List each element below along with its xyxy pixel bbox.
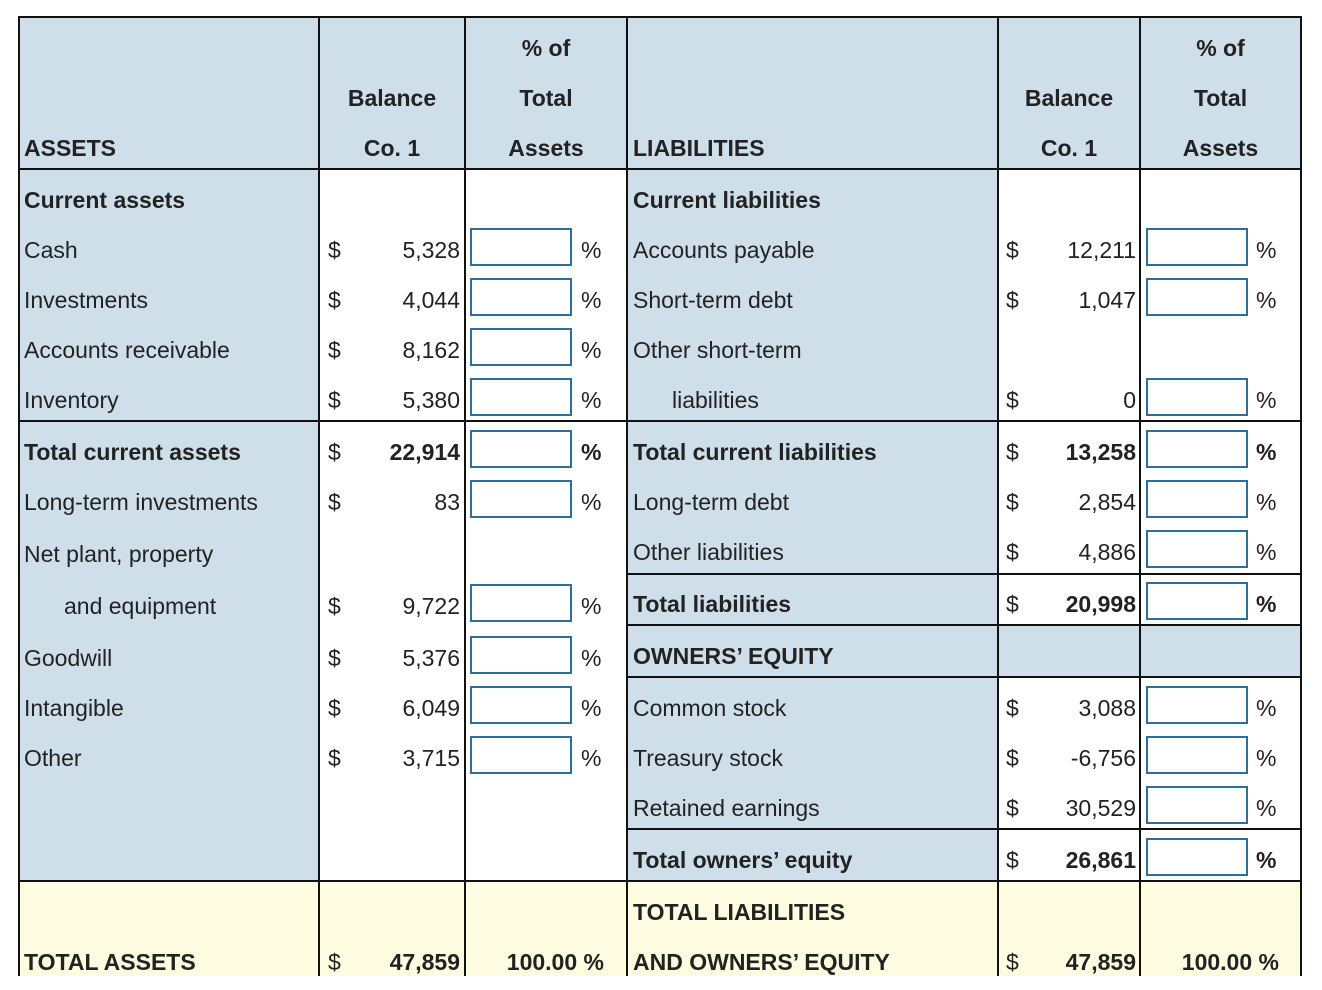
lt-debt-label: Long-term debt [633,489,789,515]
inventory-label: Inventory [24,387,119,413]
total-liabilities-label: Total liabilities [633,591,792,617]
goodwill-dollar-sign: $ [328,645,341,671]
net-plant-dollar-sign: $ [328,593,341,619]
total-current-assets-dollar-sign: $ [328,439,341,465]
inventory-pct-input[interactable] [470,378,572,416]
total-assets-pct: 100.00 % [506,949,604,975]
other-assets-pct-sign: % [581,745,602,771]
grand-total-pct: 100.00 % [1181,949,1279,975]
cash-pct-sign: % [581,237,602,263]
payable-label: Accounts payable [633,237,815,263]
total-equity-label: Total owners’ equity [633,847,853,873]
other-liabilities-dollar-sign: $ [1006,539,1019,565]
cash-label: Cash [24,237,78,263]
investments-pct-sign: % [581,287,602,313]
total-equity-value: 26,861 [1065,847,1136,873]
total-liabilities-value: 20,998 [1065,591,1136,617]
pct-heading-line2-right: Total [1193,85,1248,111]
retained-earnings-dollar-sign: $ [1006,795,1019,821]
assets-heading: ASSETS [24,135,117,161]
common-stock-pct-input[interactable] [1146,686,1248,724]
total-liabilities-dollar-sign: $ [1006,591,1019,617]
lt-investments-pct-sign: % [581,489,602,515]
other-st-label-line1: Other short-term [633,337,802,363]
liabilities-heading: LIABILITIES [633,135,765,161]
pct-heading-line3-right: Assets [1182,135,1259,161]
treasury-stock-label: Treasury stock [633,745,783,771]
other-st-pct-sign: % [1256,387,1277,413]
net-plant-value: 9,722 [402,593,460,619]
other-liabilities-value: 4,886 [1078,539,1136,565]
net-plant-pct-sign: % [581,593,602,619]
receivable-value: 8,162 [402,337,460,363]
lt-debt-pct-input[interactable] [1146,480,1248,518]
grand-total-label-line1: TOTAL LIABILITIES [633,899,846,925]
lt-debt-pct-sign: % [1256,489,1277,515]
intangible-pct-input[interactable] [470,686,572,724]
total-assets-label: TOTAL ASSETS [24,949,196,975]
goodwill-pct-sign: % [581,645,602,671]
total-current-assets-label: Total current assets [24,439,241,465]
intangible-value: 6,049 [402,695,460,721]
other-st-pct-input[interactable] [1146,378,1248,416]
retained-earnings-pct-sign: % [1256,795,1277,821]
payable-pct-sign: % [1256,237,1277,263]
treasury-stock-dollar-sign: $ [1006,745,1019,771]
investments-dollar-sign: $ [328,287,341,313]
intangible-label: Intangible [24,695,124,721]
common-stock-label: Common stock [633,695,787,721]
total-current-liabilities-value: 13,258 [1065,439,1136,465]
balance-heading-line1-right: Balance [1024,85,1114,111]
total-current-assets-pct-input[interactable] [470,430,572,468]
pct-heading-line1: % of [521,35,571,61]
inventory-pct-sign: % [581,387,602,413]
st-debt-pct-sign: % [1256,287,1277,313]
common-stock-dollar-sign: $ [1006,695,1019,721]
grand-total-value: 47,859 [1065,949,1136,975]
total-current-liabilities-label: Total current liabilities [633,439,877,465]
lt-debt-dollar-sign: $ [1006,489,1019,515]
balance-heading-line2-right: Co. 1 [1040,135,1098,161]
balance-heading-line1: Balance [347,85,437,111]
treasury-stock-value: -6,756 [1070,745,1136,771]
inventory-dollar-sign: $ [328,387,341,413]
grand-total-dollar-sign: $ [1006,949,1019,975]
retained-earnings-label: Retained earnings [633,795,820,821]
balance-heading-line2: Co. 1 [363,135,421,161]
goodwill-label: Goodwill [24,645,113,671]
inventory-value: 5,380 [402,387,460,413]
payable-pct-input[interactable] [1146,228,1248,266]
receivable-label: Accounts receivable [24,337,230,363]
total-equity-dollar-sign: $ [1006,847,1019,873]
intangible-dollar-sign: $ [328,695,341,721]
rule-top [20,16,1302,18]
pct-heading-line2: Total [519,85,573,111]
payable-value: 12,211 [1067,237,1136,263]
investments-label: Investments [24,287,148,313]
treasury-stock-pct-input[interactable] [1146,736,1248,774]
receivable-pct-sign: % [581,337,602,363]
payable-dollar-sign: $ [1006,237,1019,263]
other-assets-label: Other [24,745,82,771]
other-st-label-line2: liabilities [672,387,759,413]
total-current-liabilities-dollar-sign: $ [1006,439,1019,465]
lt-investments-label: Long-term investments [24,489,258,515]
intangible-pct-sign: % [581,695,602,721]
cash-pct-input[interactable] [470,228,572,266]
other-st-dollar-sign: $ [1006,387,1019,413]
retained-earnings-value: 30,529 [1065,795,1136,821]
retained-earnings-pct-input[interactable] [1146,786,1248,824]
total-assets-dollar-sign: $ [328,949,341,975]
current-assets-label: Current assets [24,187,186,213]
lt-debt-value: 2,854 [1078,489,1136,515]
total-equity-pct-sign: % [1256,847,1277,873]
total-current-assets-value: 22,914 [389,439,460,465]
investments-value: 4,044 [402,287,460,313]
total-assets-value: 47,859 [389,949,460,975]
common-stock-pct-sign: % [1256,695,1277,721]
st-debt-value: 1,047 [1078,287,1136,313]
net-plant-label-line1: Net plant, property [24,541,214,567]
other-liabilities-pct-input[interactable] [1146,530,1248,568]
rule-left [18,16,20,976]
cash-value: 5,328 [402,237,460,263]
net-plant-pct-input[interactable] [470,584,572,622]
total-current-liabilities-pct-input[interactable] [1146,430,1248,468]
equity-header-band [998,625,1300,677]
other-assets-pct-input[interactable] [470,736,572,774]
current-liabilities-label: Current liabilities [633,187,821,213]
rule-right [1300,16,1302,976]
goodwill-value: 5,376 [402,645,460,671]
other-assets-dollar-sign: $ [328,745,341,771]
owners-equity-heading: OWNERS’ EQUITY [633,643,834,669]
total-liabilities-pct-sign: % [1256,591,1277,617]
total-equity-pct-input[interactable] [1146,838,1248,876]
goodwill-pct-input[interactable] [470,636,572,674]
investments-pct-input[interactable] [470,278,572,316]
treasury-stock-pct-sign: % [1256,745,1277,771]
grand-total-label-line2: AND OWNERS’ EQUITY [633,949,890,975]
lt-investments-pct-input[interactable] [470,480,572,518]
other-assets-value: 3,715 [402,745,460,771]
net-plant-label-line2: and equipment [64,593,217,619]
rule-col3 [626,16,628,976]
cash-dollar-sign: $ [328,237,341,263]
other-st-value: 0 [1123,387,1136,413]
common-stock-value: 3,088 [1078,695,1136,721]
lt-investments-dollar-sign: $ [328,489,341,515]
other-liabilities-label: Other liabilities [633,539,784,565]
receivable-pct-input[interactable] [470,328,572,366]
total-current-liabilities-pct-sign: % [1256,439,1277,465]
st-debt-dollar-sign: $ [1006,287,1019,313]
other-liabilities-pct-sign: % [1256,539,1277,565]
total-current-assets-pct-sign: % [581,439,602,465]
st-debt-label: Short-term debt [633,287,793,313]
pct-heading-line1-right: % of [1196,35,1245,61]
lt-investments-value: 83 [434,489,460,515]
st-debt-pct-input[interactable] [1146,278,1248,316]
receivable-dollar-sign: $ [328,337,341,363]
pct-heading-line3: Assets [508,135,584,161]
total-liabilities-pct-input[interactable] [1146,582,1248,620]
